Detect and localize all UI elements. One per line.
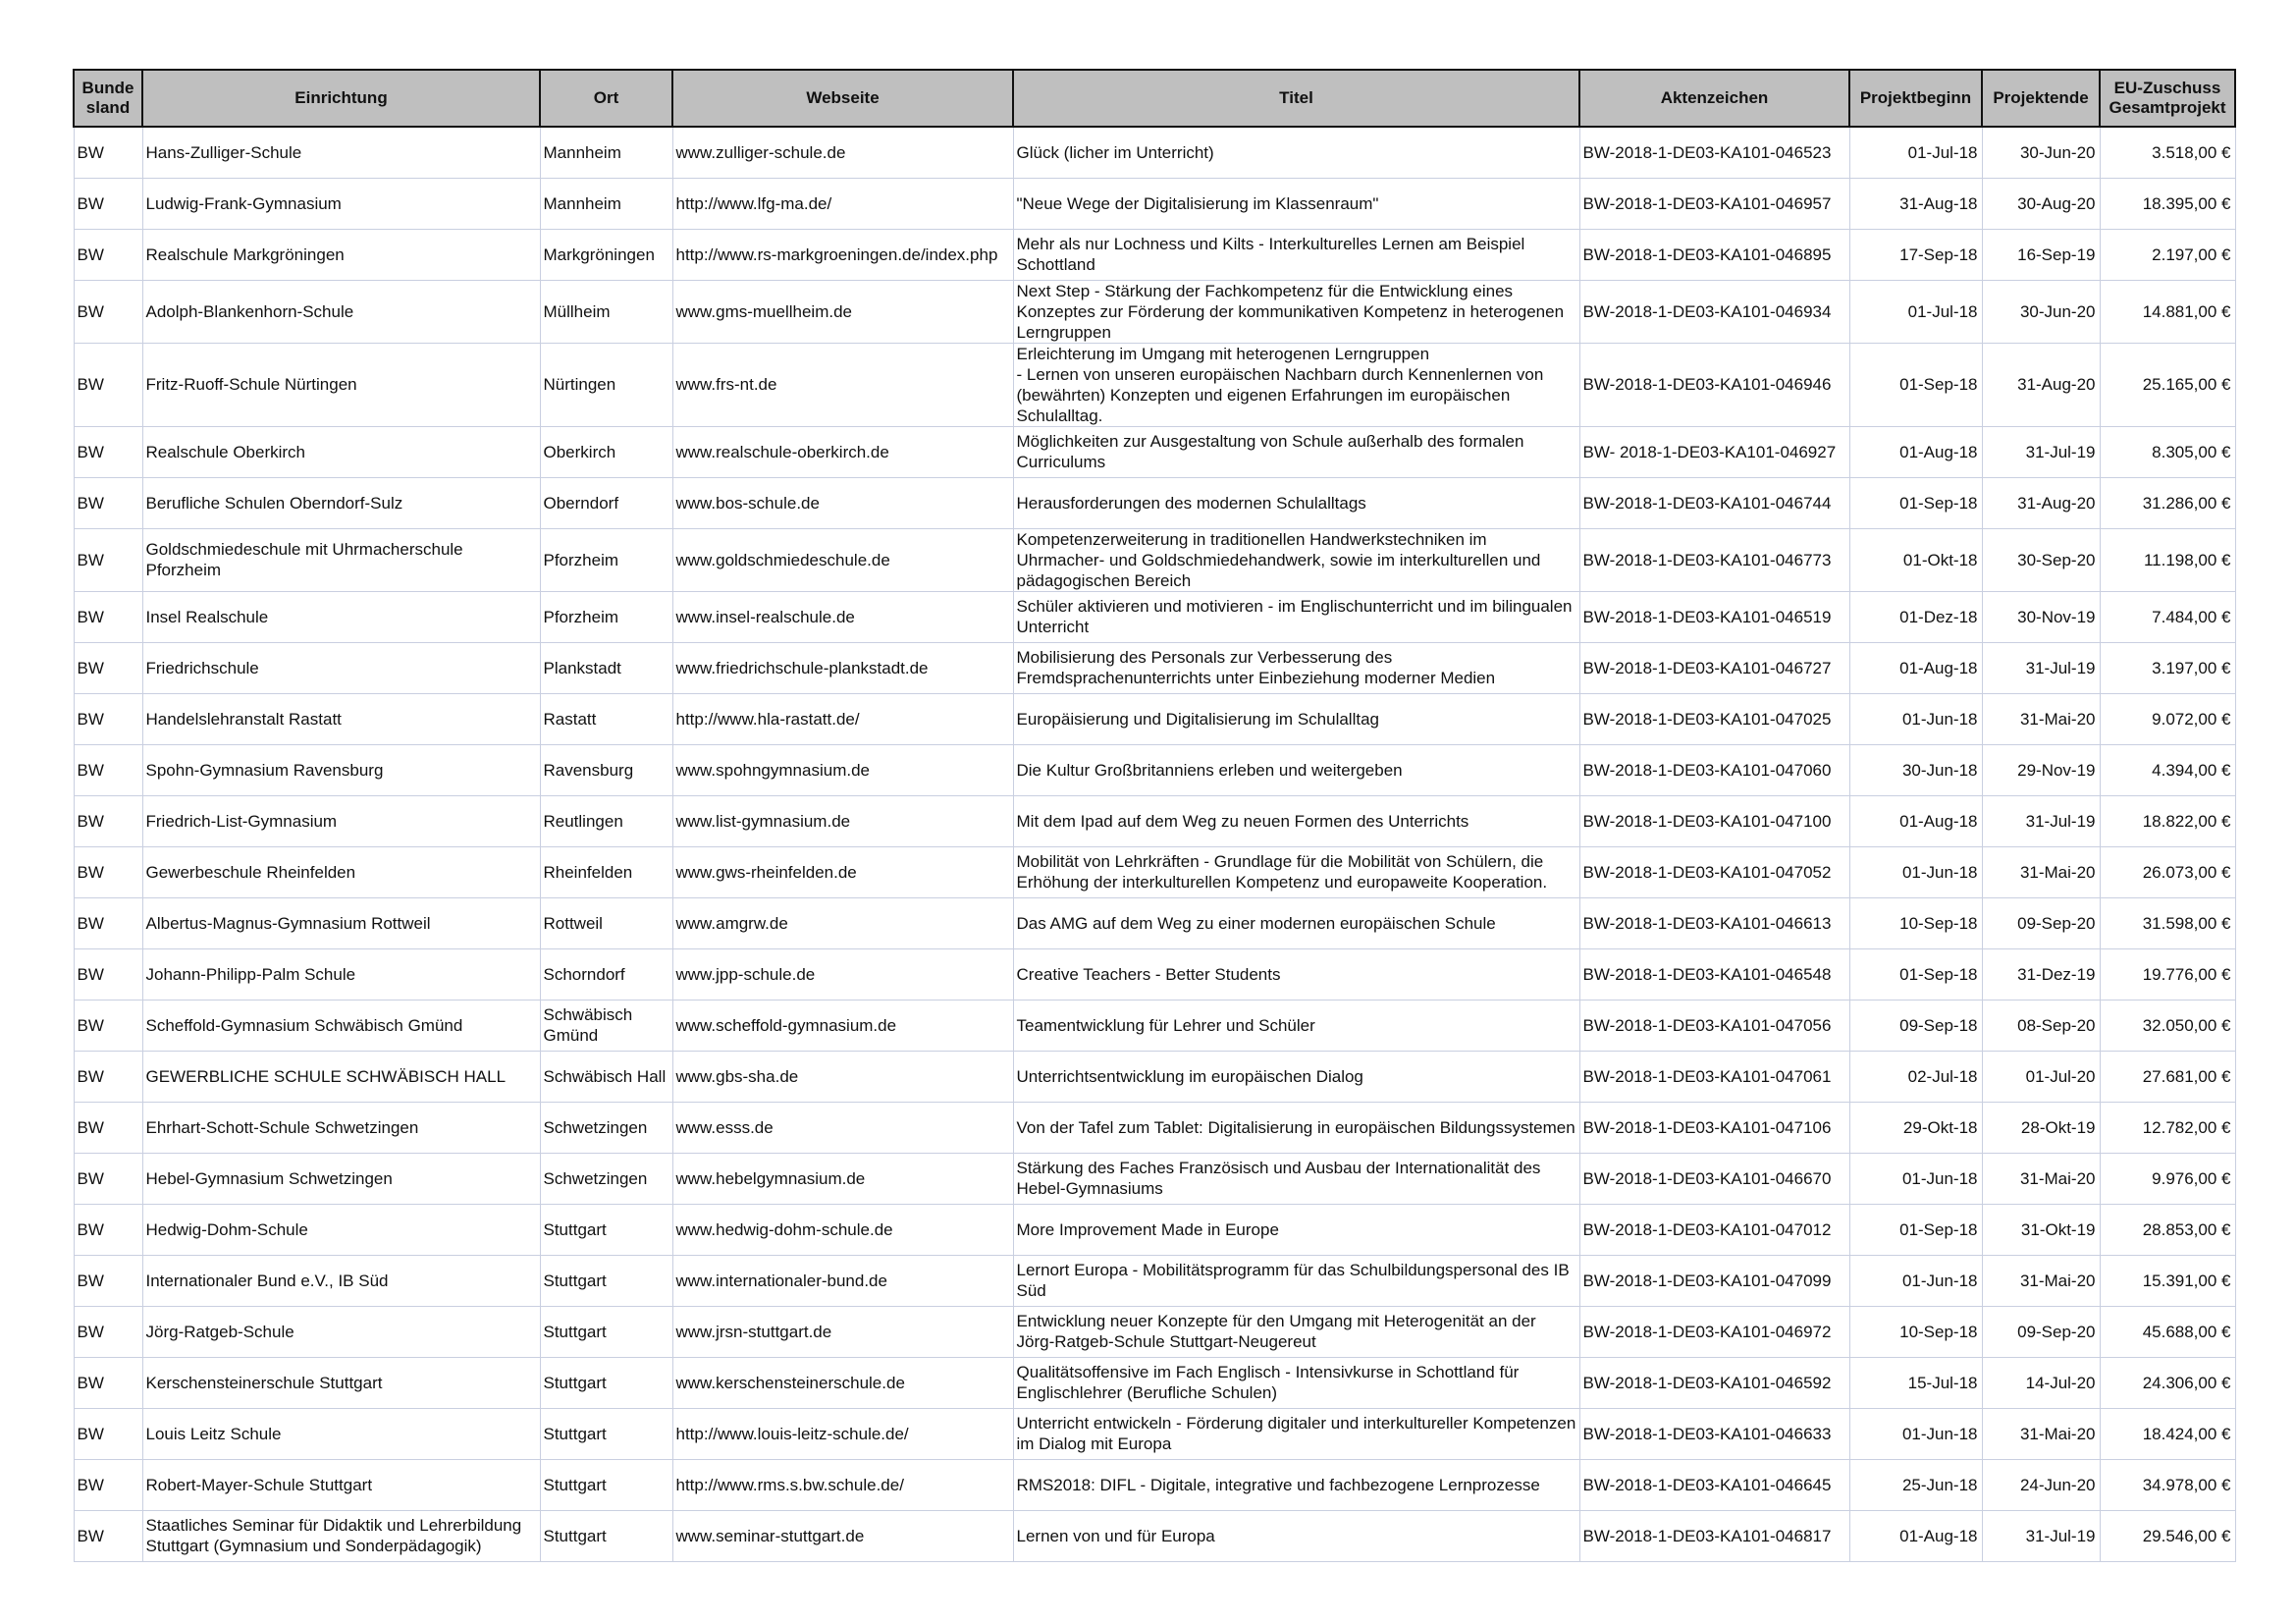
- cell-webseite: www.seminar-stuttgart.de: [672, 1510, 1013, 1561]
- cell-webseite: www.spohngymnasium.de: [672, 744, 1013, 795]
- cell-titel: Schüler aktivieren und motivieren - im Englischunterricht und im bilingualen Unterricht: [1013, 591, 1579, 642]
- cell-aktenzeichen: BW-2018-1-DE03-KA101-047099: [1579, 1255, 1849, 1306]
- header-row: [74, 70, 2235, 127]
- cell-titel: Europäisierung und Digitalisierung im Schulalltag: [1013, 693, 1579, 744]
- cell-einrichtung: Ludwig-Frank-Gymnasium: [142, 178, 540, 229]
- cell-titel: Next Step - Stärkung der Fachkompetenz für die Entwicklung eines Konzeptes zur Förderung der kommunikativen Kompetenz in heterogenen Lerngruppen: [1013, 280, 1579, 343]
- cell-bundesland: BW: [74, 229, 142, 280]
- cell-eu-zuschuss: 19.776,00 €: [2100, 948, 2235, 1000]
- header-projektende: Projektende: [1982, 70, 2100, 127]
- cell-projektende: 31-Dez-19: [1982, 948, 2100, 1000]
- cell-aktenzeichen: BW-2018-1-DE03-KA101-046613: [1579, 897, 1849, 948]
- cell-einrichtung: Jörg-Ratgeb-Schule: [142, 1306, 540, 1357]
- table-row: [74, 1255, 2235, 1306]
- table-row: [74, 642, 2235, 693]
- cell-projektbeginn: 01-Aug-18: [1849, 642, 1982, 693]
- cell-ort: Plankstadt: [540, 642, 672, 693]
- table-row: [74, 897, 2235, 948]
- cell-aktenzeichen: BW-2018-1-DE03-KA101-046972: [1579, 1306, 1849, 1357]
- cell-bundesland: BW: [74, 1255, 142, 1306]
- cell-projektende: 31-Mai-20: [1982, 693, 2100, 744]
- cell-titel: Unterricht entwickeln - Förderung digitaler und interkultureller Kompetenzen im Dialog mit Europa: [1013, 1408, 1579, 1459]
- cell-projektbeginn: 01-Sep-18: [1849, 343, 1982, 426]
- cell-eu-zuschuss: 29.546,00 €: [2100, 1510, 2235, 1561]
- cell-titel: Das AMG auf dem Weg zu einer modernen europäischen Schule: [1013, 897, 1579, 948]
- cell-webseite: www.bos-schule.de: [672, 477, 1013, 528]
- cell-projektbeginn: 25-Jun-18: [1849, 1459, 1982, 1510]
- cell-projektbeginn: 01-Jun-18: [1849, 1153, 1982, 1204]
- cell-eu-zuschuss: 9.976,00 €: [2100, 1153, 2235, 1204]
- table-row: [74, 846, 2235, 897]
- cell-ort: Stuttgart: [540, 1459, 672, 1510]
- table-row: [74, 1510, 2235, 1561]
- cell-titel: Lernort Europa - Mobilitätsprogramm für das Schulbildungspersonal des IB Süd: [1013, 1255, 1579, 1306]
- cell-titel: More Improvement Made in Europe: [1013, 1204, 1579, 1255]
- cell-einrichtung: Ehrhart-Schott-Schule Schwetzingen: [142, 1102, 540, 1153]
- cell-projektbeginn: 01-Aug-18: [1849, 795, 1982, 846]
- cell-projektbeginn: 31-Aug-18: [1849, 178, 1982, 229]
- table-row: [74, 178, 2235, 229]
- table-row: [74, 1408, 2235, 1459]
- cell-einrichtung: Hans-Zulliger-Schule: [142, 127, 540, 178]
- cell-projektende: 31-Okt-19: [1982, 1204, 2100, 1255]
- cell-aktenzeichen: BW-2018-1-DE03-KA101-047060: [1579, 744, 1849, 795]
- cell-webseite: http://www.lfg-ma.de/: [672, 178, 1013, 229]
- cell-webseite: www.scheffold-gymnasium.de: [672, 1000, 1013, 1051]
- cell-projektbeginn: 10-Sep-18: [1849, 1306, 1982, 1357]
- cell-projektbeginn: 09-Sep-18: [1849, 1000, 1982, 1051]
- cell-ort: Oberndorf: [540, 477, 672, 528]
- cell-ort: Mannheim: [540, 178, 672, 229]
- cell-bundesland: BW: [74, 1408, 142, 1459]
- table-row: [74, 343, 2235, 426]
- cell-bundesland: BW: [74, 1102, 142, 1153]
- cell-ort: Markgröningen: [540, 229, 672, 280]
- cell-eu-zuschuss: 18.395,00 €: [2100, 178, 2235, 229]
- cell-aktenzeichen: BW- 2018-1-DE03-KA101-046927: [1579, 426, 1849, 477]
- cell-webseite: www.list-gymnasium.de: [672, 795, 1013, 846]
- cell-einrichtung: Berufliche Schulen Oberndorf-Sulz: [142, 477, 540, 528]
- cell-webseite: http://www.rs-markgroeningen.de/index.php: [672, 229, 1013, 280]
- cell-einrichtung: Johann-Philipp-Palm Schule: [142, 948, 540, 1000]
- cell-projektende: 30-Jun-20: [1982, 127, 2100, 178]
- cell-eu-zuschuss: 45.688,00 €: [2100, 1306, 2235, 1357]
- cell-projektbeginn: 01-Sep-18: [1849, 1204, 1982, 1255]
- cell-projektende: 30-Jun-20: [1982, 280, 2100, 343]
- cell-einrichtung: Handelslehranstalt Rastatt: [142, 693, 540, 744]
- cell-einrichtung: Adolph-Blankenhorn-Schule: [142, 280, 540, 343]
- cell-einrichtung: Robert-Mayer-Schule Stuttgart: [142, 1459, 540, 1510]
- cell-webseite: www.hedwig-dohm-schule.de: [672, 1204, 1013, 1255]
- cell-einrichtung: Staatliches Seminar für Didaktik und Lehrerbildung Stuttgart (Gymnasium und Sonderpädagogik): [142, 1510, 540, 1561]
- document-page: [73, 69, 2234, 1562]
- cell-projektende: 30-Nov-19: [1982, 591, 2100, 642]
- header-projektbeginn: Projektbeginn: [1849, 70, 1982, 127]
- cell-projektende: 31-Mai-20: [1982, 1153, 2100, 1204]
- cell-bundesland: BW: [74, 426, 142, 477]
- table-row: [74, 229, 2235, 280]
- cell-webseite: www.gbs-sha.de: [672, 1051, 1013, 1102]
- cell-aktenzeichen: BW-2018-1-DE03-KA101-047106: [1579, 1102, 1849, 1153]
- cell-bundesland: BW: [74, 591, 142, 642]
- cell-aktenzeichen: BW-2018-1-DE03-KA101-047052: [1579, 846, 1849, 897]
- cell-bundesland: BW: [74, 178, 142, 229]
- cell-titel: Die Kultur Großbritanniens erleben und weitergeben: [1013, 744, 1579, 795]
- cell-ort: Schwäbisch Gmünd: [540, 1000, 672, 1051]
- cell-aktenzeichen: BW-2018-1-DE03-KA101-046895: [1579, 229, 1849, 280]
- cell-webseite: www.goldschmiedeschule.de: [672, 528, 1013, 591]
- funding-table: [73, 69, 2236, 1562]
- cell-ort: Schwetzingen: [540, 1102, 672, 1153]
- cell-aktenzeichen: BW-2018-1-DE03-KA101-046744: [1579, 477, 1849, 528]
- header-titel: Titel: [1013, 70, 1579, 127]
- cell-aktenzeichen: BW-2018-1-DE03-KA101-046548: [1579, 948, 1849, 1000]
- cell-bundesland: BW: [74, 127, 142, 178]
- cell-projektende: 14-Jul-20: [1982, 1357, 2100, 1408]
- cell-aktenzeichen: BW-2018-1-DE03-KA101-047061: [1579, 1051, 1849, 1102]
- cell-bundesland: BW: [74, 528, 142, 591]
- cell-webseite: www.esss.de: [672, 1102, 1013, 1153]
- cell-projektende: 31-Mai-20: [1982, 846, 2100, 897]
- cell-projektende: 30-Sep-20: [1982, 528, 2100, 591]
- cell-projektende: 31-Mai-20: [1982, 1255, 2100, 1306]
- cell-titel: Mit dem Ipad auf dem Weg zu neuen Formen des Unterrichts: [1013, 795, 1579, 846]
- table-row: [74, 528, 2235, 591]
- cell-aktenzeichen: BW-2018-1-DE03-KA101-047056: [1579, 1000, 1849, 1051]
- cell-einrichtung: Hebel-Gymnasium Schwetzingen: [142, 1153, 540, 1204]
- cell-titel: Erleichterung im Umgang mit heterogenen Lerngruppen - Lernen von unseren europäischen Nachbarn durch Kennenlernen von (bewährten) Konzepten und eigenen Erfahrungen im europäischen Schulalltag.: [1013, 343, 1579, 426]
- cell-einrichtung: Friedrich-List-Gymnasium: [142, 795, 540, 846]
- cell-projektende: 29-Nov-19: [1982, 744, 2100, 795]
- cell-projektbeginn: 01-Sep-18: [1849, 948, 1982, 1000]
- cell-titel: Teamentwicklung für Lehrer und Schüler: [1013, 1000, 1579, 1051]
- cell-einrichtung: Gewerbeschule Rheinfelden: [142, 846, 540, 897]
- cell-projektende: 31-Jul-19: [1982, 426, 2100, 477]
- cell-bundesland: BW: [74, 948, 142, 1000]
- table-row: [74, 744, 2235, 795]
- cell-titel: Herausforderungen des modernen Schulalltags: [1013, 477, 1579, 528]
- cell-eu-zuschuss: 2.197,00 €: [2100, 229, 2235, 280]
- cell-eu-zuschuss: 28.853,00 €: [2100, 1204, 2235, 1255]
- cell-projektende: 31-Mai-20: [1982, 1408, 2100, 1459]
- header-webseite: Webseite: [672, 70, 1013, 127]
- cell-projektbeginn: 29-Okt-18: [1849, 1102, 1982, 1153]
- table-row: [74, 127, 2235, 178]
- cell-projektbeginn: 15-Jul-18: [1849, 1357, 1982, 1408]
- cell-projektende: 09-Sep-20: [1982, 1306, 2100, 1357]
- table-row: [74, 1459, 2235, 1510]
- cell-titel: "Neue Wege der Digitalisierung im Klassenraum": [1013, 178, 1579, 229]
- cell-titel: Von der Tafel zum Tablet: Digitalisierung in europäischen Bildungssystemen: [1013, 1102, 1579, 1153]
- cell-ort: Ravensburg: [540, 744, 672, 795]
- cell-webseite: www.amgrw.de: [672, 897, 1013, 948]
- cell-bundesland: BW: [74, 693, 142, 744]
- cell-eu-zuschuss: 26.073,00 €: [2100, 846, 2235, 897]
- cell-ort: Oberkirch: [540, 426, 672, 477]
- cell-projektbeginn: 01-Jul-18: [1849, 127, 1982, 178]
- cell-eu-zuschuss: 3.518,00 €: [2100, 127, 2235, 178]
- cell-projektbeginn: 01-Jun-18: [1849, 846, 1982, 897]
- cell-eu-zuschuss: 8.305,00 €: [2100, 426, 2235, 477]
- cell-titel: Creative Teachers - Better Students: [1013, 948, 1579, 1000]
- cell-eu-zuschuss: 24.306,00 €: [2100, 1357, 2235, 1408]
- cell-aktenzeichen: BW-2018-1-DE03-KA101-046519: [1579, 591, 1849, 642]
- cell-ort: Stuttgart: [540, 1357, 672, 1408]
- cell-titel: Kompetenzerweiterung in traditionellen Handwerkstechniken im Uhrmacher- und Goldschmiedehandwerk, sowie im interkulturellen und pädagogischen Bereich: [1013, 528, 1579, 591]
- cell-ort: Schorndorf: [540, 948, 672, 1000]
- cell-aktenzeichen: BW-2018-1-DE03-KA101-046773: [1579, 528, 1849, 591]
- cell-titel: Qualitätsoffensive im Fach Englisch - Intensivkurse in Schottland für Englischlehrer (Berufliche Schulen): [1013, 1357, 1579, 1408]
- cell-ort: Schwetzingen: [540, 1153, 672, 1204]
- cell-ort: Stuttgart: [540, 1255, 672, 1306]
- cell-eu-zuschuss: 11.198,00 €: [2100, 528, 2235, 591]
- cell-eu-zuschuss: 7.484,00 €: [2100, 591, 2235, 642]
- cell-eu-zuschuss: 18.424,00 €: [2100, 1408, 2235, 1459]
- table-body: [74, 127, 2235, 1561]
- table-row: [74, 1204, 2235, 1255]
- cell-einrichtung: Kerschensteinerschule Stuttgart: [142, 1357, 540, 1408]
- cell-ort: Rottweil: [540, 897, 672, 948]
- table-row: [74, 1306, 2235, 1357]
- cell-webseite: www.frs-nt.de: [672, 343, 1013, 426]
- cell-ort: Nürtingen: [540, 343, 672, 426]
- cell-projektende: 09-Sep-20: [1982, 897, 2100, 948]
- cell-projektbeginn: 30-Jun-18: [1849, 744, 1982, 795]
- cell-projektbeginn: 01-Aug-18: [1849, 1510, 1982, 1561]
- cell-titel: RMS2018: DIFL - Digitale, integrative und fachbezogene Lernprozesse: [1013, 1459, 1579, 1510]
- cell-aktenzeichen: BW-2018-1-DE03-KA101-047025: [1579, 693, 1849, 744]
- cell-ort: Stuttgart: [540, 1408, 672, 1459]
- cell-bundesland: BW: [74, 1459, 142, 1510]
- cell-titel: Stärkung des Faches Französisch und Ausbau der Internationalität des Hebel-Gymnasiums: [1013, 1153, 1579, 1204]
- cell-projektbeginn: 01-Jun-18: [1849, 1255, 1982, 1306]
- table-row: [74, 693, 2235, 744]
- cell-aktenzeichen: BW-2018-1-DE03-KA101-046957: [1579, 178, 1849, 229]
- cell-einrichtung: Realschule Markgröningen: [142, 229, 540, 280]
- cell-aktenzeichen: BW-2018-1-DE03-KA101-047012: [1579, 1204, 1849, 1255]
- cell-projektende: 31-Jul-19: [1982, 642, 2100, 693]
- cell-einrichtung: Louis Leitz Schule: [142, 1408, 540, 1459]
- cell-einrichtung: Spohn-Gymnasium Ravensburg: [142, 744, 540, 795]
- cell-aktenzeichen: BW-2018-1-DE03-KA101-046645: [1579, 1459, 1849, 1510]
- table-row: [74, 280, 2235, 343]
- cell-ort: Stuttgart: [540, 1204, 672, 1255]
- header-eu-zuschuss: EU-Zuschuss Gesamtprojekt: [2100, 70, 2235, 127]
- cell-webseite: www.jrsn-stuttgart.de: [672, 1306, 1013, 1357]
- table-row: [74, 1000, 2235, 1051]
- cell-projektende: 08-Sep-20: [1982, 1000, 2100, 1051]
- cell-bundesland: BW: [74, 280, 142, 343]
- cell-projektbeginn: 01-Okt-18: [1849, 528, 1982, 591]
- cell-einrichtung: Realschule Oberkirch: [142, 426, 540, 477]
- cell-titel: Mobilität von Lehrkräften - Grundlage für die Mobilität von Schülern, die Erhöhung der interkulturellen Kompetenz und europaweite Kooperation.: [1013, 846, 1579, 897]
- header-bundesland: Bunde sland: [74, 70, 142, 127]
- cell-webseite: www.gws-rheinfelden.de: [672, 846, 1013, 897]
- cell-projektende: 16-Sep-19: [1982, 229, 2100, 280]
- cell-projektbeginn: 02-Jul-18: [1849, 1051, 1982, 1102]
- cell-eu-zuschuss: 27.681,00 €: [2100, 1051, 2235, 1102]
- cell-einrichtung: Scheffold-Gymnasium Schwäbisch Gmünd: [142, 1000, 540, 1051]
- cell-eu-zuschuss: 32.050,00 €: [2100, 1000, 2235, 1051]
- cell-bundesland: BW: [74, 477, 142, 528]
- cell-titel: Glück (licher im Unterricht): [1013, 127, 1579, 178]
- cell-einrichtung: Albertus-Magnus-Gymnasium Rottweil: [142, 897, 540, 948]
- cell-ort: Schwäbisch Hall: [540, 1051, 672, 1102]
- cell-aktenzeichen: BW-2018-1-DE03-KA101-046523: [1579, 127, 1849, 178]
- cell-projektbeginn: 10-Sep-18: [1849, 897, 1982, 948]
- cell-projektende: 31-Aug-20: [1982, 477, 2100, 528]
- cell-webseite: www.realschule-oberkirch.de: [672, 426, 1013, 477]
- cell-webseite: www.friedrichschule-plankstadt.de: [672, 642, 1013, 693]
- cell-einrichtung: Internationaler Bund e.V., IB Süd: [142, 1255, 540, 1306]
- table-row: [74, 477, 2235, 528]
- cell-ort: Mannheim: [540, 127, 672, 178]
- cell-projektbeginn: 01-Jun-18: [1849, 1408, 1982, 1459]
- cell-ort: Rastatt: [540, 693, 672, 744]
- cell-aktenzeichen: BW-2018-1-DE03-KA101-046670: [1579, 1153, 1849, 1204]
- cell-bundesland: BW: [74, 343, 142, 426]
- cell-eu-zuschuss: 34.978,00 €: [2100, 1459, 2235, 1510]
- header-ort: Ort: [540, 70, 672, 127]
- cell-bundesland: BW: [74, 1051, 142, 1102]
- cell-aktenzeichen: BW-2018-1-DE03-KA101-047100: [1579, 795, 1849, 846]
- cell-einrichtung: Friedrichschule: [142, 642, 540, 693]
- table-row: [74, 948, 2235, 1000]
- cell-projektende: 01-Jul-20: [1982, 1051, 2100, 1102]
- cell-bundesland: BW: [74, 846, 142, 897]
- cell-webseite: www.zulliger-schule.de: [672, 127, 1013, 178]
- cell-bundesland: BW: [74, 897, 142, 948]
- cell-projektende: 28-Okt-19: [1982, 1102, 2100, 1153]
- cell-aktenzeichen: BW-2018-1-DE03-KA101-046946: [1579, 343, 1849, 426]
- header-aktenzeichen: Aktenzeichen: [1579, 70, 1849, 127]
- cell-ort: Reutlingen: [540, 795, 672, 846]
- cell-titel: Entwicklung neuer Konzepte für den Umgang mit Heterogenität an der Jörg-Ratgeb-Schule Stuttgart-Neugereut: [1013, 1306, 1579, 1357]
- cell-titel: Lernen von und für Europa: [1013, 1510, 1579, 1561]
- cell-projektbeginn: 01-Jul-18: [1849, 280, 1982, 343]
- cell-bundesland: BW: [74, 1204, 142, 1255]
- cell-bundesland: BW: [74, 642, 142, 693]
- cell-aktenzeichen: BW-2018-1-DE03-KA101-046633: [1579, 1408, 1849, 1459]
- cell-projektbeginn: 17-Sep-18: [1849, 229, 1982, 280]
- cell-webseite: www.gms-muellheim.de: [672, 280, 1013, 343]
- cell-ort: Stuttgart: [540, 1510, 672, 1561]
- cell-webseite: http://www.louis-leitz-schule.de/: [672, 1408, 1013, 1459]
- cell-bundesland: BW: [74, 795, 142, 846]
- cell-ort: Rheinfelden: [540, 846, 672, 897]
- cell-bundesland: BW: [74, 1510, 142, 1561]
- cell-webseite: http://www.rms.s.bw.schule.de/: [672, 1459, 1013, 1510]
- cell-projektende: 30-Aug-20: [1982, 178, 2100, 229]
- cell-einrichtung: Fritz-Ruoff-Schule Nürtingen: [142, 343, 540, 426]
- cell-einrichtung: Insel Realschule: [142, 591, 540, 642]
- table-row: [74, 1051, 2235, 1102]
- table-row: [74, 795, 2235, 846]
- header-einrichtung: Einrichtung: [142, 70, 540, 127]
- cell-bundesland: BW: [74, 1357, 142, 1408]
- cell-eu-zuschuss: 3.197,00 €: [2100, 642, 2235, 693]
- cell-bundesland: BW: [74, 1153, 142, 1204]
- cell-einrichtung: GEWERBLICHE SCHULE SCHWÄBISCH HALL: [142, 1051, 540, 1102]
- table-row: [74, 1357, 2235, 1408]
- cell-projektbeginn: 01-Aug-18: [1849, 426, 1982, 477]
- cell-einrichtung: Hedwig-Dohm-Schule: [142, 1204, 540, 1255]
- cell-projektende: 24-Jun-20: [1982, 1459, 2100, 1510]
- cell-titel: Mobilisierung des Personals zur Verbesserung des Fremdsprachenunterrichts unter Einbeziehung moderner Medien: [1013, 642, 1579, 693]
- cell-projektende: 31-Aug-20: [1982, 343, 2100, 426]
- cell-eu-zuschuss: 18.822,00 €: [2100, 795, 2235, 846]
- cell-ort: Pforzheim: [540, 591, 672, 642]
- cell-eu-zuschuss: 25.165,00 €: [2100, 343, 2235, 426]
- cell-eu-zuschuss: 14.881,00 €: [2100, 280, 2235, 343]
- cell-eu-zuschuss: 4.394,00 €: [2100, 744, 2235, 795]
- cell-aktenzeichen: BW-2018-1-DE03-KA101-046934: [1579, 280, 1849, 343]
- table-row: [74, 1102, 2235, 1153]
- cell-projektende: 31-Jul-19: [1982, 795, 2100, 846]
- cell-titel: Unterrichtsentwicklung im europäischen Dialog: [1013, 1051, 1579, 1102]
- cell-projektbeginn: 01-Dez-18: [1849, 591, 1982, 642]
- cell-webseite: www.kerschensteinerschule.de: [672, 1357, 1013, 1408]
- cell-ort: Müllheim: [540, 280, 672, 343]
- cell-webseite: www.hebelgymnasium.de: [672, 1153, 1013, 1204]
- cell-eu-zuschuss: 12.782,00 €: [2100, 1102, 2235, 1153]
- cell-webseite: http://www.hla-rastatt.de/: [672, 693, 1013, 744]
- cell-eu-zuschuss: 31.286,00 €: [2100, 477, 2235, 528]
- table-row: [74, 591, 2235, 642]
- cell-bundesland: BW: [74, 744, 142, 795]
- cell-webseite: www.jpp-schule.de: [672, 948, 1013, 1000]
- cell-titel: Möglichkeiten zur Ausgestaltung von Schule außerhalb des formalen Curriculums: [1013, 426, 1579, 477]
- cell-webseite: www.insel-realschule.de: [672, 591, 1013, 642]
- cell-eu-zuschuss: 31.598,00 €: [2100, 897, 2235, 948]
- cell-aktenzeichen: BW-2018-1-DE03-KA101-046727: [1579, 642, 1849, 693]
- table-row: [74, 1153, 2235, 1204]
- cell-eu-zuschuss: 9.072,00 €: [2100, 693, 2235, 744]
- cell-titel: Mehr als nur Lochness und Kilts - Interkulturelles Lernen am Beispiel Schottland: [1013, 229, 1579, 280]
- cell-aktenzeichen: BW-2018-1-DE03-KA101-046817: [1579, 1510, 1849, 1561]
- cell-eu-zuschuss: 15.391,00 €: [2100, 1255, 2235, 1306]
- table-row: [74, 426, 2235, 477]
- cell-bundesland: BW: [74, 1306, 142, 1357]
- cell-einrichtung: Goldschmiedeschule mit Uhrmacherschule Pforzheim: [142, 528, 540, 591]
- cell-bundesland: BW: [74, 1000, 142, 1051]
- cell-projektbeginn: 01-Sep-18: [1849, 477, 1982, 528]
- cell-projektbeginn: 01-Jun-18: [1849, 693, 1982, 744]
- cell-ort: Pforzheim: [540, 528, 672, 591]
- cell-ort: Stuttgart: [540, 1306, 672, 1357]
- cell-webseite: www.internationaler-bund.de: [672, 1255, 1013, 1306]
- cell-projektende: 31-Jul-19: [1982, 1510, 2100, 1561]
- cell-aktenzeichen: BW-2018-1-DE03-KA101-046592: [1579, 1357, 1849, 1408]
